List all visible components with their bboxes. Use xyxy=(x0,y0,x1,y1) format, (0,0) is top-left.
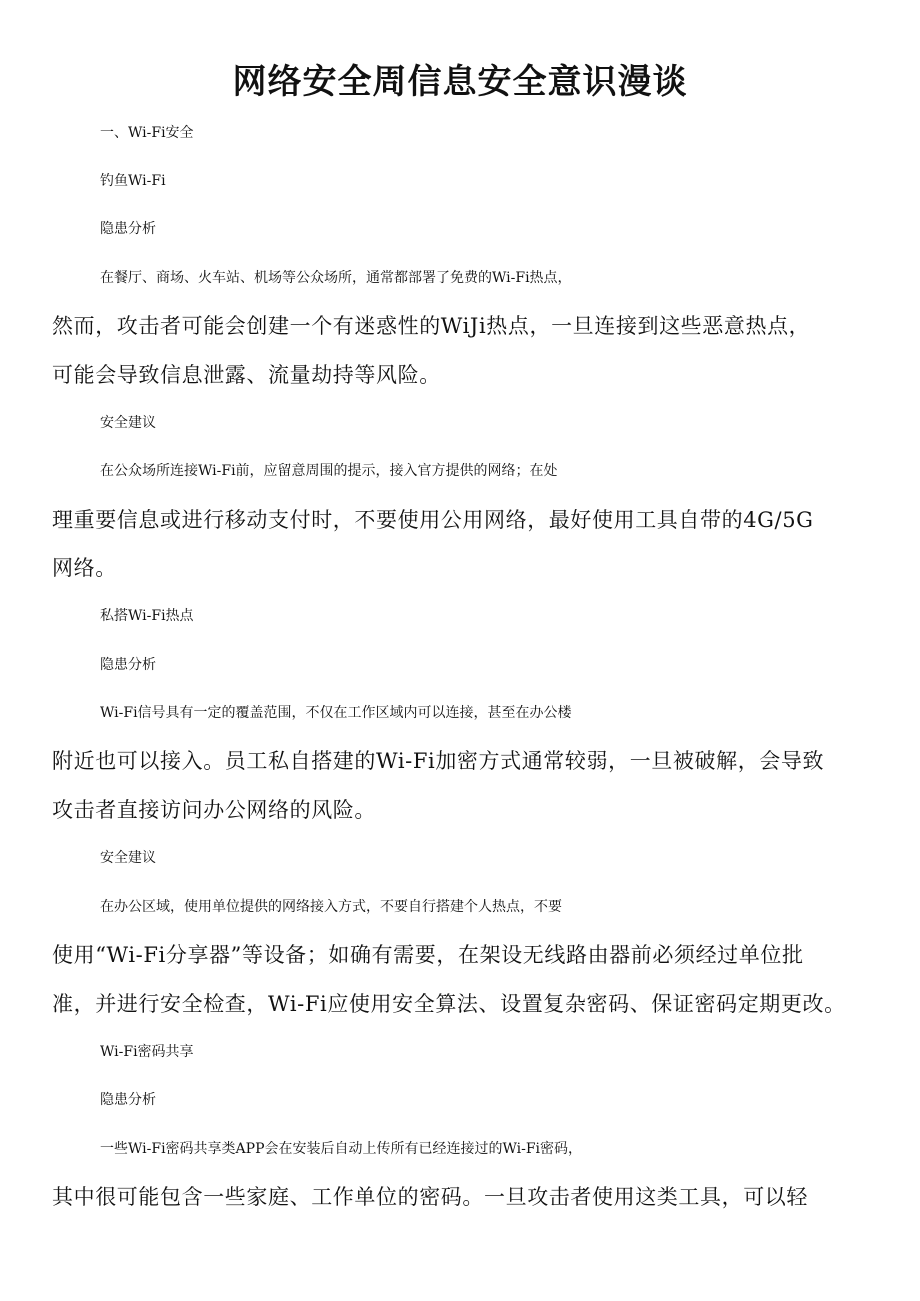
paragraph-line: 可能会导致信息泄露、流量劫持等风险。 xyxy=(52,363,441,387)
subsection-heading: 钓鱼Wi-Fi xyxy=(100,173,166,189)
paragraph-line: 攻击者直接访问办公网络的风险。 xyxy=(52,798,376,822)
paragraph-line: 其中很可能包含一些家庭、工作单位的密码。一旦攻击者使用这类工具，可以轻 xyxy=(52,1185,808,1209)
paragraph-line: 在办公区域，使用单位提供的网络接入方式，不要自行搭建个人热点，不要 xyxy=(100,899,562,915)
paragraph-line: 附近也可以接入。员工私自搭建的Wi-Fi加密方式通常较弱，一旦被破解，会导致 xyxy=(52,749,825,773)
paragraph-line: 理重要信息或进行移动支付时，不要使用公用网络，最好使用工具自带的4G/5G xyxy=(52,508,814,532)
subheading-advice: 安全建议 xyxy=(100,415,156,431)
subheading-risk: 隐患分析 xyxy=(100,1092,156,1108)
paragraph-line: 在餐厅、商场、火车站、机场等公众场所，通常都部署了免费的Wi-Fi热点， xyxy=(100,270,572,286)
page-title: 网络安全周信息安全意识漫谈 xyxy=(232,62,688,102)
section-heading: 一、Wi-Fi安全 xyxy=(100,125,194,141)
paragraph-line: 在公众场所连接Wi-Fi前，应留意周围的提示，接入官方提供的网络；在处 xyxy=(100,463,558,479)
paragraph-line: 准，并进行安全检查，Wi-Fi应使用安全算法、设置复杂密码、保证密码定期更改。 xyxy=(52,992,846,1016)
paragraph-line: 一些Wi-Fi密码共享类APP会在安装后自动上传所有已经连接过的Wi-Fi密码， xyxy=(100,1141,583,1157)
subheading-risk: 隐患分析 xyxy=(100,221,156,237)
paragraph-line: Wi-Fi信号具有一定的覆盖范围，不仅在工作区域内可以连接，甚至在办公楼 xyxy=(100,705,572,721)
paragraph-line: 使用“Wi-Fi分享器”等设备；如确有需要，在架设无线路由器前必须经过单位批 xyxy=(52,943,804,967)
paragraph-line: 然而，攻击者可能会创建一个有迷惑性的WiJi热点，一旦连接到这些恶意热点， xyxy=(52,314,811,338)
subsection-heading: 私搭Wi-Fi热点 xyxy=(100,608,194,624)
subheading-advice: 安全建议 xyxy=(100,850,156,866)
subsection-heading: Wi-Fi密码共享 xyxy=(100,1044,194,1060)
paragraph-line: 网络。 xyxy=(52,556,117,580)
subheading-risk: 隐患分析 xyxy=(100,657,156,673)
